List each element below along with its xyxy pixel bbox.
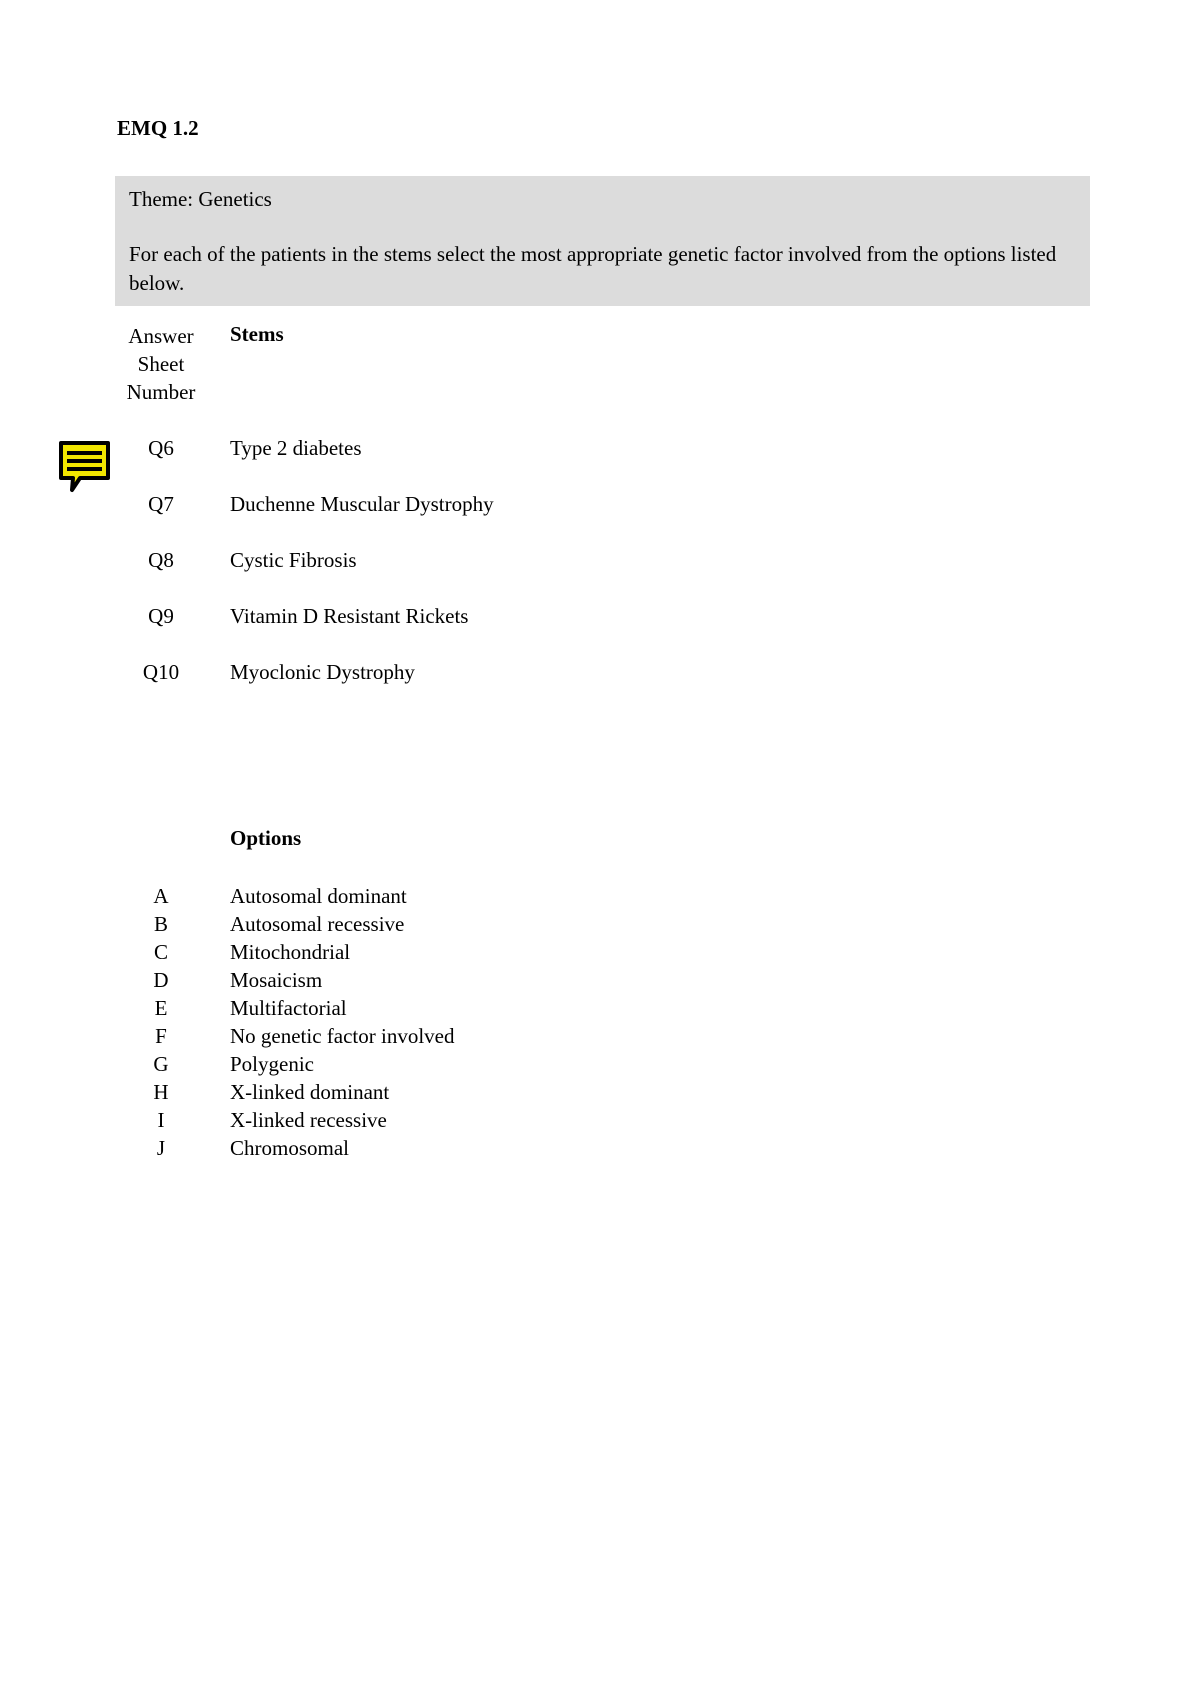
option-letter: J xyxy=(156,1136,166,1160)
stem-text: Cystic Fibrosis xyxy=(230,548,357,572)
option-text: Mosaicism xyxy=(230,968,323,992)
stem-text: Vitamin D Resistant Rickets xyxy=(230,604,469,628)
answer-header-line: Sheet xyxy=(137,352,185,376)
option-letter: F xyxy=(155,1024,167,1048)
option-letter: G xyxy=(153,1052,169,1076)
option-text: Polygenic xyxy=(230,1052,314,1076)
option-letter: H xyxy=(153,1080,169,1104)
answer-sheet-number-header xyxy=(110,322,212,406)
option-text: Autosomal recessive xyxy=(230,912,405,936)
option-letter: I xyxy=(157,1108,165,1132)
stems-header: Stems xyxy=(230,322,284,346)
option-letter: E xyxy=(154,996,168,1020)
stem-text: Duchenne Muscular Dystrophy xyxy=(230,492,494,516)
option-text: No genetic factor involved xyxy=(230,1024,455,1048)
option-text: Autosomal dominant xyxy=(230,884,407,908)
stem-number: Q9 xyxy=(148,604,174,628)
stem-number: Q6 xyxy=(148,436,174,460)
theme-box xyxy=(115,176,1090,306)
option-letter: D xyxy=(153,968,169,992)
stem-number: Q10 xyxy=(142,660,180,684)
option-text: X-linked recessive xyxy=(230,1108,387,1132)
option-letter: C xyxy=(153,940,168,964)
option-text: Chromosomal xyxy=(230,1136,349,1160)
option-letter: A xyxy=(153,884,169,908)
comment-icon[interactable] xyxy=(58,440,114,494)
answer-header-line: Number xyxy=(126,380,196,404)
stem-number: Q7 xyxy=(148,492,174,516)
option-letter: B xyxy=(153,912,168,936)
instructions-text: For each of the patients in the stems select the most appropriate genetic factor involved from the options listed below. xyxy=(129,242,1057,295)
answer-header-line: Answer xyxy=(128,324,194,348)
option-text: Mitochondrial xyxy=(230,940,351,964)
theme-label: Theme: Genetics xyxy=(129,187,272,211)
page-title: EMQ 1.2 xyxy=(117,116,199,140)
option-text: X-linked dominant xyxy=(230,1080,390,1104)
stem-text: Myoclonic Dystrophy xyxy=(230,660,415,684)
option-text: Multifactorial xyxy=(230,996,347,1020)
stem-text: Type 2 diabetes xyxy=(230,436,362,460)
stem-number: Q8 xyxy=(148,548,174,572)
options-header: Options xyxy=(230,826,302,850)
